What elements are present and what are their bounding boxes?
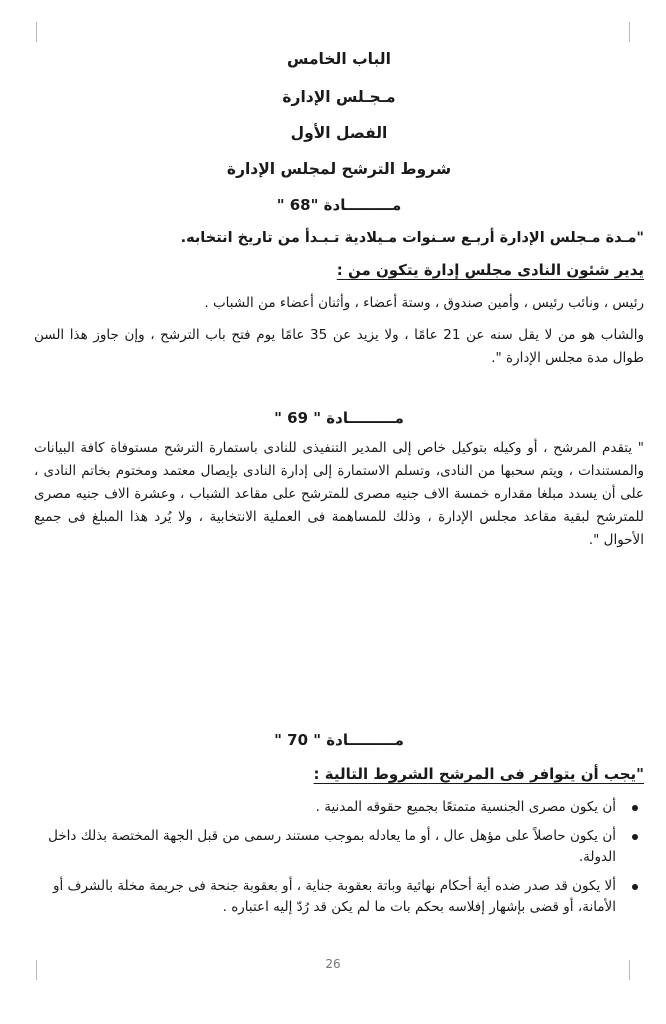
list-item [34,797,644,818]
youth-definition-paragraph: والشاب هو من لا يقل سنه عن 21 عامًا ، ولا يزيد عن 35 عامًا يوم فتح باب الترشح ، وإن جاوز هذا السن طوال مدة مجلس الإدارة ". [34,327,645,366]
board-term-text: "مـدة مـجلس الإدارة أربـع سـنوات مـيلادية تـبـدأ من تاريخ انتخابه. [180,230,644,246]
youth-definition-text [34,324,644,370]
section-heading: شروط الترشح لمجلس الإدارة [226,160,452,178]
crop-mark-top-left [16,22,37,42]
conditions-list [34,797,644,926]
article-70-title: مـــــــــادة " 70 " [274,731,404,749]
condition-text: أن يكون حاصلاً على مؤهل عال ، أو ما يعادله بموجب مستند رسمى من قبل الجهة المختصة بذلك داخل الدولة. [48,828,616,865]
chapter-heading: الفصل الأول [290,124,388,142]
article-68-title: مـــــــــادة "68 " [276,196,402,214]
bullet-icon [632,834,638,840]
part-heading: الباب الخامس [287,50,391,68]
list-item [34,876,644,918]
bullet-icon [632,884,638,890]
article-69-title: مـــــــــادة " 69 " [274,409,404,427]
conditions-intro-label: "يجب أن يتوافر فى المرشح الشروط التالية : [313,765,644,783]
condition-text: ألا يكون قد صدر ضده أية أحكام نهائية وباتة بعقوبة جناية ، أو بعقوبة جنحة فى جريمة مخلة بالشرف أو الأمانة، أو قضى بإشهار إفلاسه بحكم بات ما لم يكن قد رُدّ إليه اعتباره . [53,878,616,915]
board-heading: مـجـلس الإدارة [282,88,396,106]
board-members-paragraph: رئيس ، ونائب رئيس ، وأمين صندوق ، وستة أعضاء ، وأثنان أعضاء من الشباب . [204,295,644,311]
crop-mark-top-right [629,22,650,42]
nomination-procedure-paragraph: " يتقدم المرشح ، أو وكيله بتوكيل خاص إلى المدير التنفيذى للنادى باستمارة الترشح مستوفاة كافة البيانات والمستندات ، ويتم سحبها من النادى، وتسلم الاستمارة إلى إدارة النادى بإيصال معتمد ومختوم بخاتم النادى ، على أن يسدد مبلغا مقداره خمسة الاف جنيه مصرى للمترشح على مقاعد الشباب ، وعشرة الاف جنيه مصرى للمترشح لبقية مقاعد مجلس الإدارة ، وذلك للمساهمة فى العملية الانتخابية ، ولا يُرد هذا المبلغ فى جميع الأحوال ". [34,440,644,548]
board-members-text [34,292,644,315]
board-composition-intro [34,260,644,279]
bullet-icon [632,805,638,811]
board-composition-label: يدير شئون النادى مجلس إدارة يتكون من : [336,261,644,279]
nomination-procedure-text [34,437,644,552]
conditions-intro [34,764,644,783]
condition-text: أن يكون مصرى الجنسية متمتعًا بجميع حقوقه المدنية . [315,799,616,815]
page-number: 26 [325,957,341,971]
list-item [34,826,644,868]
